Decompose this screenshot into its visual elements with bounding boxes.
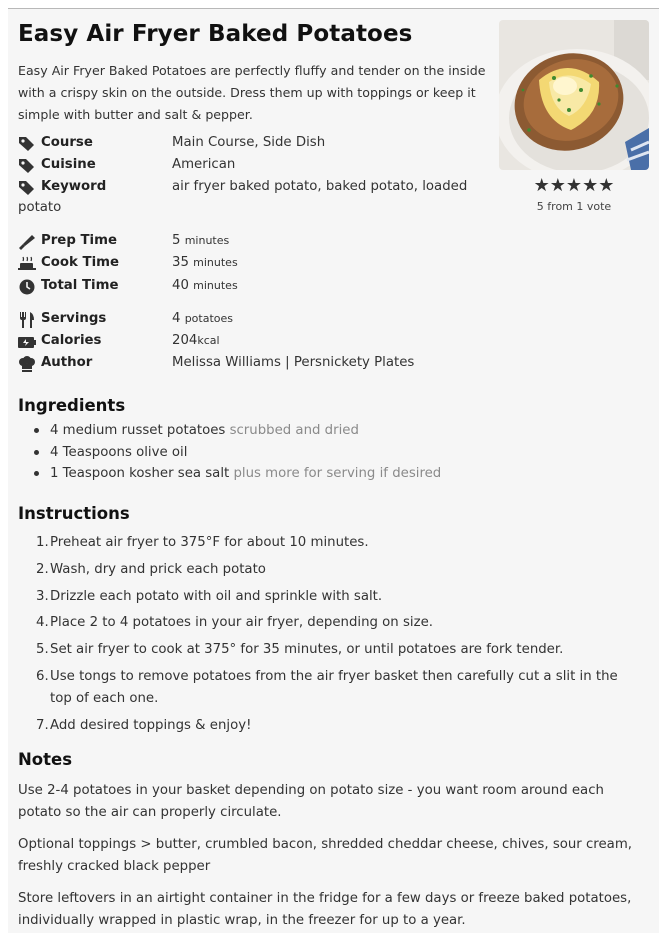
step-text: Preheat air fryer to 375°F for about 10 minutes. [50, 535, 369, 550]
pot-icon [18, 256, 36, 272]
note-paragraph: Use 2-4 potatoes in your basket depending on potato size - you want room around each potato so the air can properly circulate. [18, 783, 604, 820]
recipe-summary: Easy Air Fryer Baked Potatoes are perfectly fluffy and tender on the inside with a crispy skin on the outside. Dress them up with toppings or keep it simple with butter and salt & pepper. [18, 63, 486, 122]
meta-value [172, 255, 238, 270]
ingredient-text: 4 medium russet potatoes [50, 423, 226, 438]
servings-value[interactable] [172, 311, 233, 326]
ingredient-item [50, 463, 441, 485]
meta-prep-time [18, 231, 478, 253]
meta-author [18, 353, 478, 375]
meta-keyword [18, 177, 478, 215]
meta-label: Prep Time [41, 233, 117, 248]
step-text: Set air fryer to cook at 375° for 35 minutes, or until potatoes are fork tender. [50, 642, 564, 658]
calories-unit: kcal [197, 334, 220, 347]
meta-label: Servings [41, 311, 107, 326]
step-number: 6. [36, 668, 49, 684]
recipe-photo [499, 20, 649, 170]
calories-number: 204 [172, 333, 198, 348]
star-icon[interactable]: ★ [549, 175, 566, 196]
instruction-step [18, 532, 643, 554]
meta-value [172, 278, 238, 293]
rating-stars[interactable] [499, 175, 649, 196]
notes-body [18, 780, 650, 942]
step-text: Add desired toppings & enjoy! [50, 717, 252, 733]
step-text: Use tongs to remove potatoes from the air fryer basket then carefully cut a slit in the top of each one. [50, 668, 618, 706]
instructions-heading: Instructions [18, 504, 130, 523]
tag-icon [18, 158, 36, 174]
meta-value [172, 333, 220, 348]
step-text: Wash, dry and prick each potato [50, 561, 266, 577]
ingredient-note: plus more for serving if desired [233, 466, 442, 481]
star-icon[interactable]: ★ [565, 175, 583, 196]
meta-total-time [18, 276, 478, 298]
step-text: Place 2 to 4 potatoes in your air fryer, depending on size. [50, 615, 433, 631]
instruction-step [18, 666, 643, 710]
battery-icon [18, 334, 36, 350]
servings-number[interactable]: 4 [172, 311, 181, 326]
time-number: 5 [172, 233, 181, 248]
ingredient-note: scrubbed and dried [229, 423, 359, 438]
meta-calories [18, 331, 478, 353]
meta-label: Author [41, 355, 93, 370]
ingredient-item [50, 420, 441, 442]
knife-icon [18, 234, 36, 250]
ingredient-text: 4 Teaspoons olive oil [50, 444, 188, 460]
instruction-step [18, 639, 643, 661]
author-name: Melissa Williams | Persnickety Plates [172, 355, 415, 370]
meta-value: air fryer baked potato, baked potato, loaded [172, 179, 468, 194]
utensils-icon [18, 312, 36, 328]
meta-label: Keyword [41, 179, 107, 194]
instruction-step [18, 586, 643, 608]
time-unit: minutes [184, 234, 230, 247]
clock-icon [18, 279, 36, 295]
rating-count: 5 from 1 vote [536, 200, 612, 213]
servings-unit: potatoes [184, 312, 234, 325]
meta-value[interactable]: American [172, 157, 236, 172]
note-paragraph: Store leftovers in an airtight container in the fridge for a few days or freeze baked potatoes, individually wrapped in plastic wrap, in the freezer for up to a year. [18, 891, 632, 928]
ingredients-heading: Ingredients [18, 396, 126, 415]
tag-icon [18, 136, 36, 152]
recipe-title: Easy Air Fryer Baked Potatoes [18, 21, 413, 47]
star-icon[interactable]: ★ [533, 175, 550, 196]
star-icon[interactable]: ★ [582, 175, 599, 196]
instruction-step [18, 612, 643, 634]
meta-value [172, 233, 229, 248]
meta-label: Cook Time [41, 255, 120, 270]
instructions-list [18, 532, 643, 742]
instruction-step [18, 559, 643, 581]
note-paragraph: Optional toppings > butter, crumbled bacon, shredded cheddar cheese, chives, sour cream, freshly cracked black pepper [18, 837, 632, 874]
recipe-card [8, 8, 659, 933]
meta-value[interactable]: Main Course, Side Dish [172, 135, 326, 150]
meta-label: Calories [41, 333, 102, 348]
chef-hat-icon [18, 356, 36, 372]
step-number: 1. [36, 535, 49, 550]
instruction-step [18, 715, 643, 737]
ingredient-text: 1 Teaspoon kosher sea salt [50, 466, 230, 481]
meta-label: Total Time [41, 278, 119, 293]
ingredients-list [18, 420, 441, 485]
meta-label: Cuisine [41, 157, 96, 172]
meta-cook-time [18, 253, 478, 275]
meta-course [18, 133, 478, 155]
step-text: Drizzle each potato with oil and sprinkle with salt. [50, 588, 383, 604]
ingredient-item [50, 442, 441, 464]
step-number: 3. [36, 588, 49, 604]
meta-cuisine [18, 155, 478, 177]
step-number: 7. [36, 717, 49, 733]
meta-label: Course [41, 135, 93, 150]
meta-value-continued: potato [18, 200, 62, 215]
notes-heading: Notes [18, 750, 73, 769]
time-unit: minutes [193, 256, 238, 269]
tag-icon [18, 180, 36, 196]
time-number: 40 [172, 278, 189, 293]
star-icon[interactable]: ★ [598, 175, 615, 196]
time-number: 35 [172, 255, 189, 270]
step-number: 4. [36, 615, 49, 631]
step-number: 5. [36, 642, 49, 658]
meta-servings [18, 309, 478, 331]
time-unit: minutes [193, 279, 238, 292]
step-number: 2. [36, 561, 49, 577]
